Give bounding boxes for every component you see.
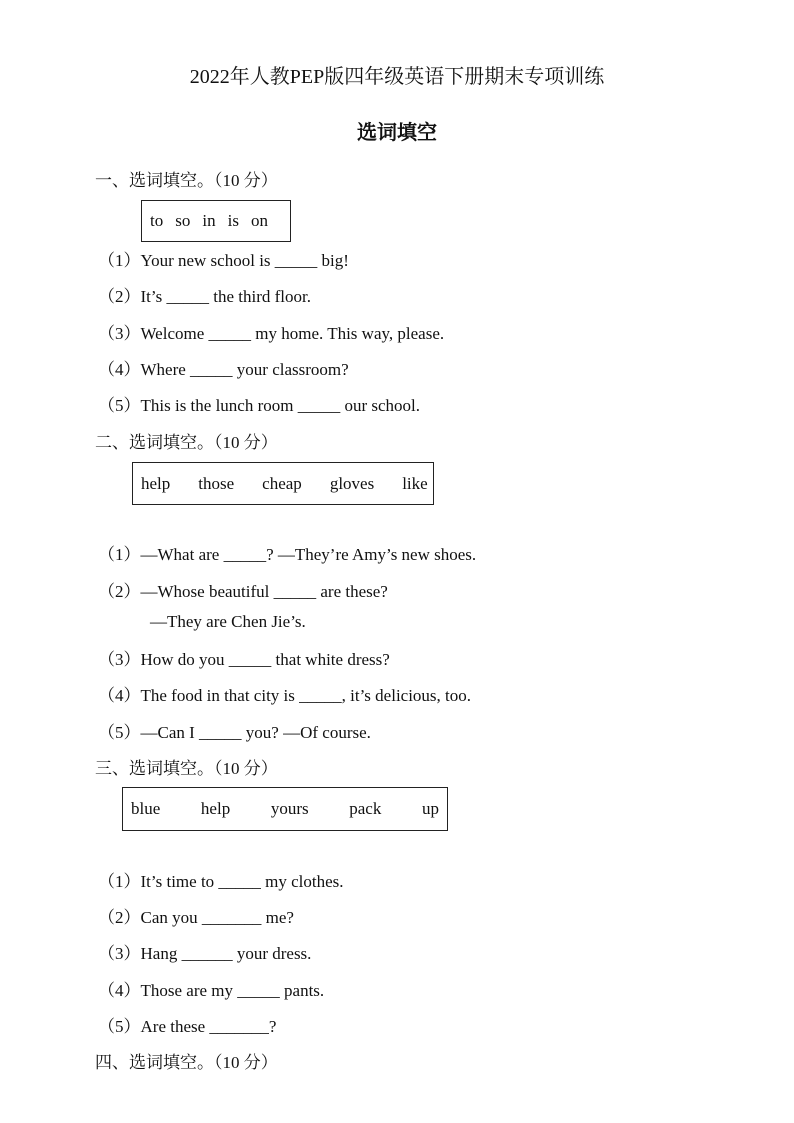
section-3-heading: 三、选词填空。（10 分） bbox=[95, 759, 278, 778]
word-bank-item: on bbox=[250, 211, 268, 230]
document-subtitle: 选词填空 bbox=[357, 122, 437, 144]
question: （1）—What are _____? —They’re Amy’s new shoes. bbox=[98, 545, 477, 564]
word-bank-item: is bbox=[227, 211, 239, 230]
word-bank-item: up bbox=[422, 799, 439, 818]
question: （3）Hang ______ your dress. bbox=[98, 944, 312, 963]
question: （5）This is the lunch room _____ our school. bbox=[98, 396, 421, 415]
question: （5）—Can I _____ you? —Of course. bbox=[98, 723, 371, 742]
question: （3）How do you _____ that white dress? bbox=[98, 650, 390, 669]
section-1-word-bank bbox=[141, 200, 291, 242]
question: （1）It’s time to _____ my clothes. bbox=[98, 872, 344, 891]
question: （4）Where _____ your classroom? bbox=[98, 360, 349, 379]
section-2-heading: 二、选词填空。（10 分） bbox=[95, 433, 278, 452]
section-3-word-bank bbox=[122, 787, 448, 831]
question: （4）Those are my _____ pants. bbox=[98, 981, 325, 1000]
word-bank-item: yours bbox=[270, 799, 309, 818]
word-bank-item: blue bbox=[131, 799, 161, 818]
document-title: 2022年人教PEP版四年级英语下册期末专项训练 bbox=[189, 66, 605, 88]
question: （4）The food in that city is _____, it’s delicious, too. bbox=[98, 686, 472, 705]
word-bank-item: in bbox=[202, 211, 216, 230]
question: （1）Your new school is _____ big! bbox=[98, 251, 349, 270]
word-bank-item: to bbox=[150, 211, 164, 230]
word-bank-item: help bbox=[200, 799, 231, 818]
section-1-heading: 一、选词填空。（10 分） bbox=[95, 171, 278, 190]
section-2-word-bank bbox=[132, 462, 434, 505]
section-4-heading: 四、选词填空。（10 分） bbox=[95, 1053, 278, 1072]
word-bank-item: like bbox=[402, 473, 428, 493]
question: （2）—Whose beautiful _____ are these? bbox=[98, 582, 388, 601]
question: （3）Welcome _____ my home. This way, please. bbox=[98, 324, 445, 343]
word-bank-item: pack bbox=[349, 799, 382, 818]
word-bank-item: those bbox=[198, 473, 235, 493]
word-bank-item: gloves bbox=[329, 473, 375, 493]
question: （5）Are these _______? bbox=[98, 1017, 277, 1036]
question: （2）It’s _____ the third floor. bbox=[98, 287, 311, 306]
word-bank-item: cheap bbox=[262, 473, 302, 493]
question-continuation: —They are Chen Jie’s. bbox=[150, 612, 306, 631]
question: （2）Can you _______ me? bbox=[98, 908, 294, 927]
word-bank-item: so bbox=[175, 211, 191, 230]
word-bank-item: help bbox=[141, 473, 171, 493]
